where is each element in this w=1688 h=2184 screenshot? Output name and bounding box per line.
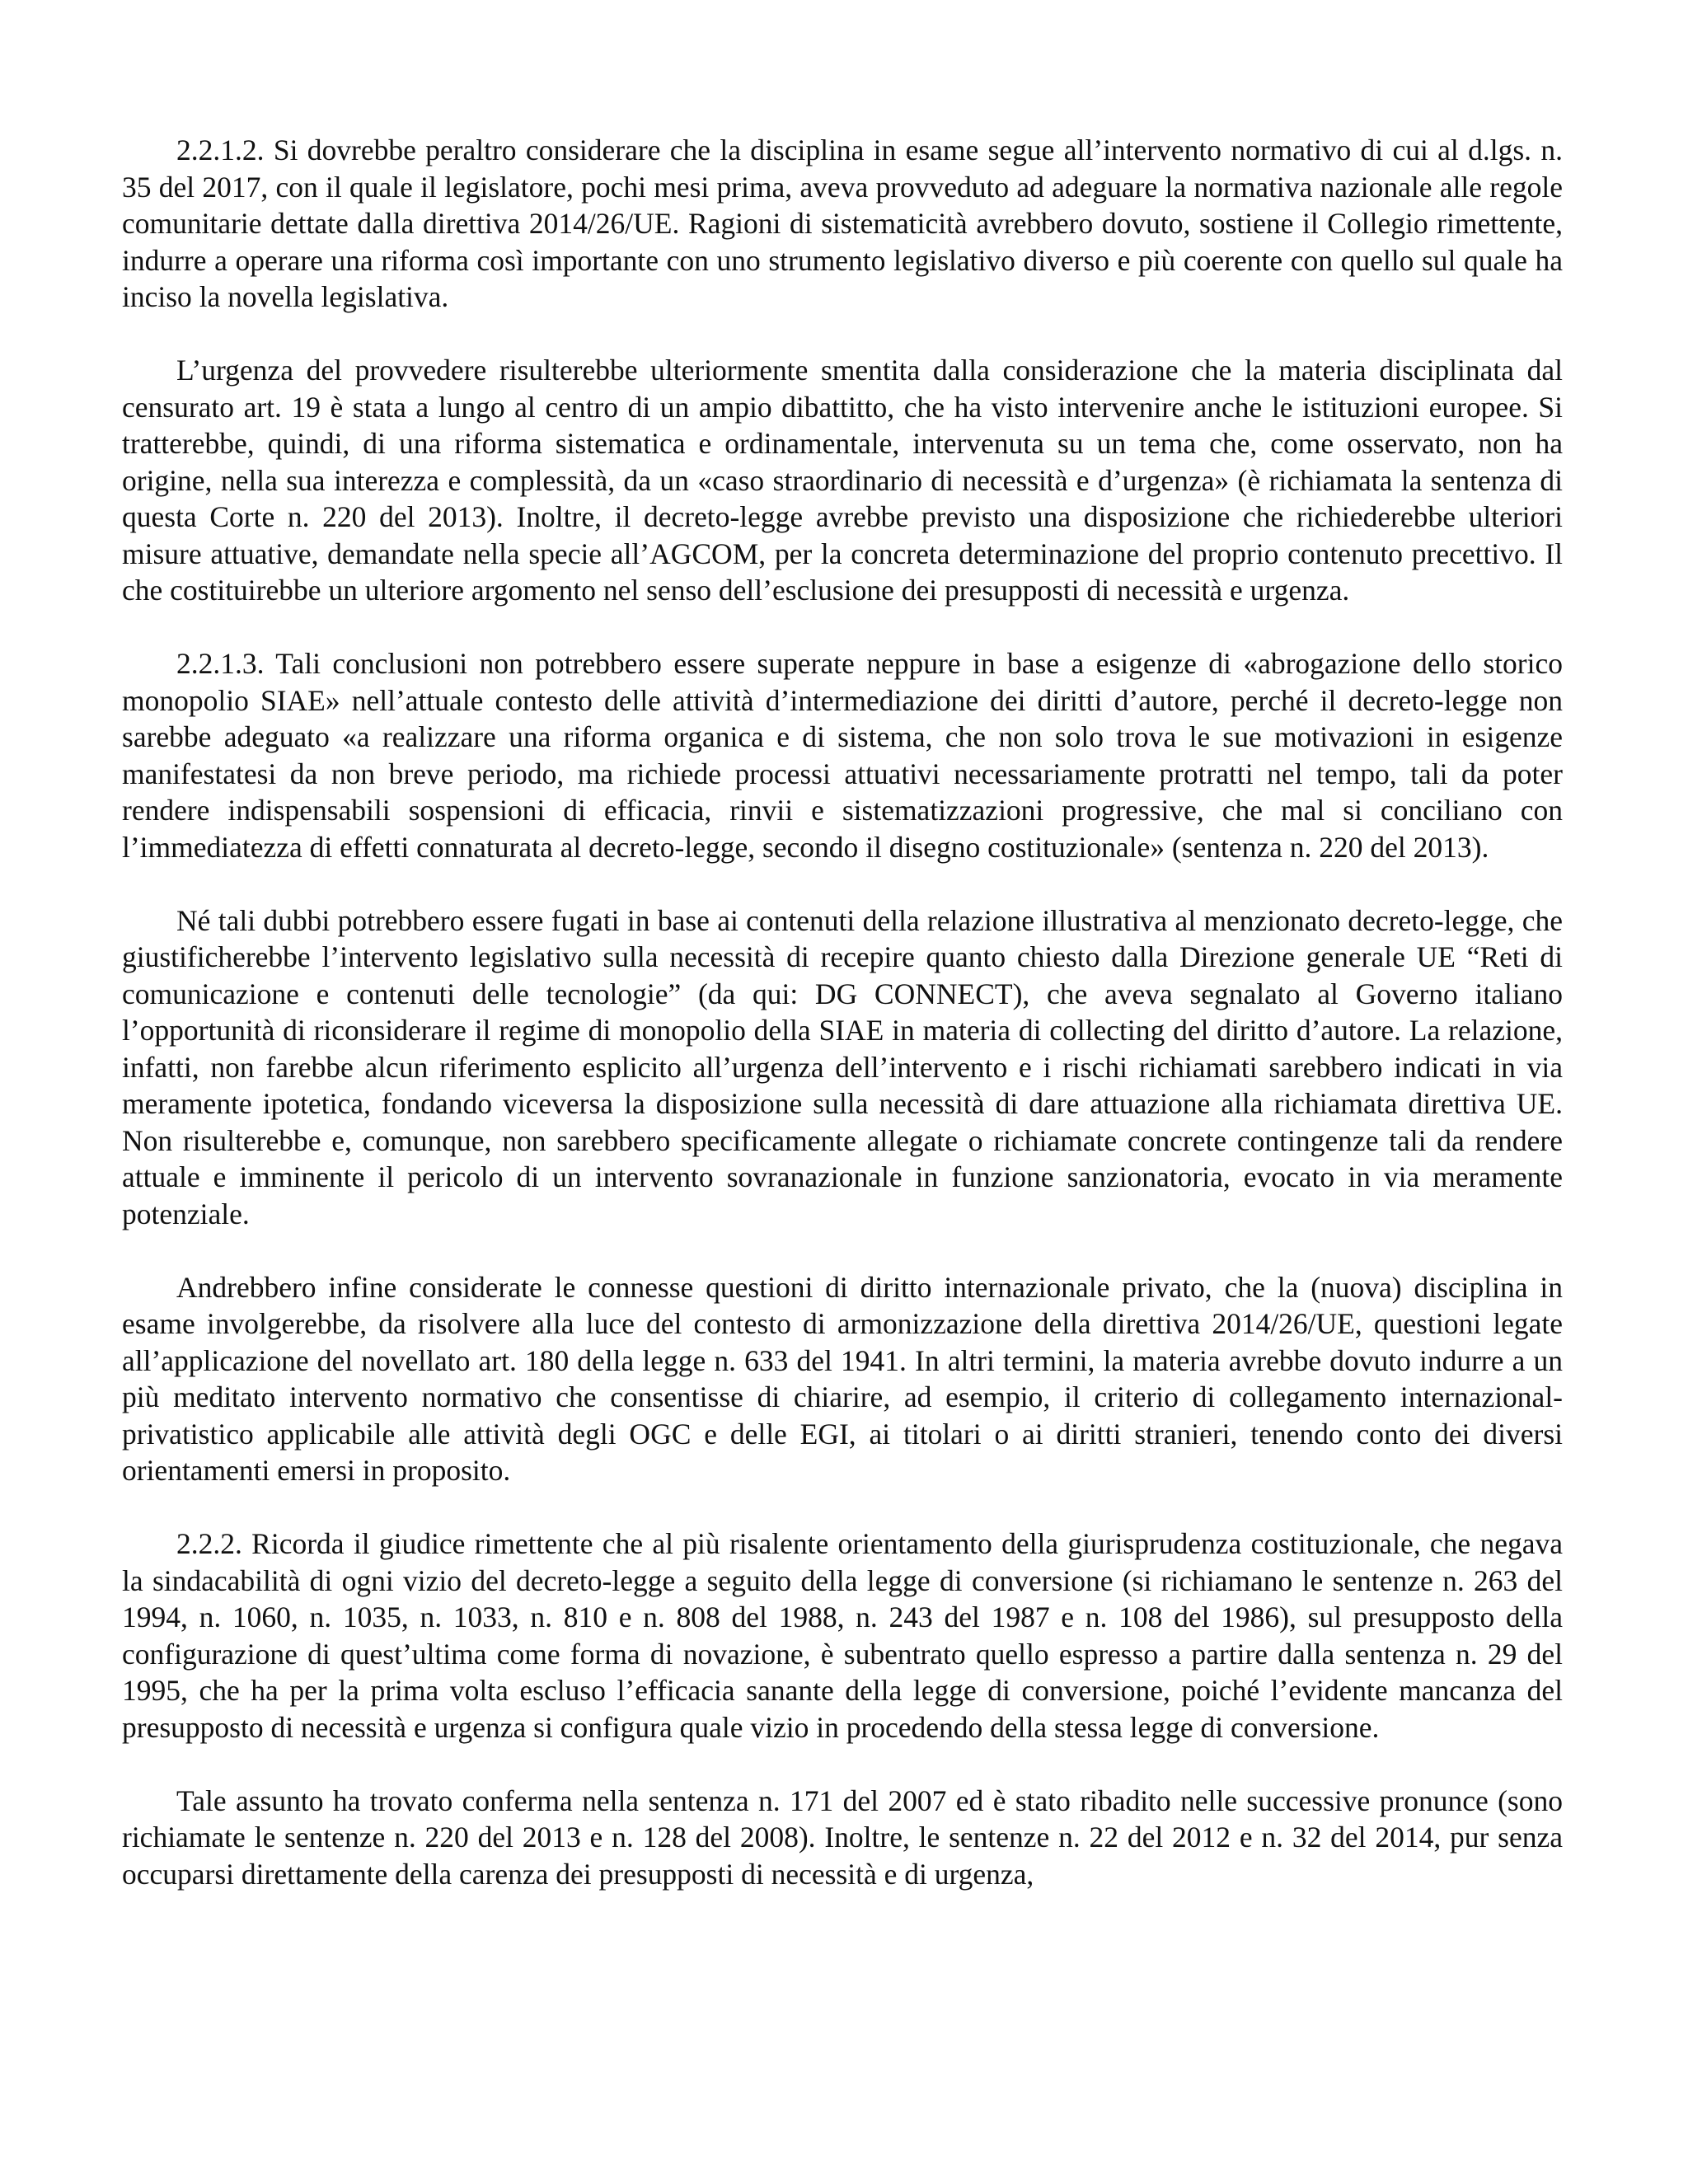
document-body xyxy=(122,132,1563,1892)
paragraph-2-2-1-3: 2.2.1.3. Tali conclusioni non potrebbero essere superate neppure in base a esigenze di «abrogazione dello storico monopolio SIAE» nell’attuale contesto delle attività d’intermediazione dei diritti d’autore, perché il decreto-legge non sarebbe adeguato «a realizzare una riforma organica e di sistema, che non solo trova le sue motivazioni in esigenze manifestatesi da non breve periodo, ma richiede processi attuativi necessariamente protratti nel tempo, tali da poter rendere indispensabili sospensioni di efficacia, rinvii e sistematizzazioni progressive, che mal si conciliano con l’immediatezza di effetti connaturata al decreto-legge, secondo il disegno costituzionale» (sentenza n. 220 del 2013). xyxy=(122,647,1563,864)
paragraph-diritto-internazionale: Andrebbero infine considerate le connesse questioni di diritto internazionale privato, che la (nuova) disciplina in esame involgerebbe, da risolvere alla luce del contesto di armonizzazione della direttiva 2014/26/UE, questioni legate all’applicazione del novellato art. 180 della legge n. 633 del 1941. In altri termini, la materia avrebbe dovuto indurre a un più meditato intervento normativo che consentisse di chiarire, ad esempio, il criterio di collegamento internazional-privatistico applicabile alle attività degli OGC e delle EGI, ai titolari o ai diritti stranieri, tenendo conto dei diversi orientamenti emersi in proposito. xyxy=(122,1270,1563,1487)
paragraph-urgenza: L’urgenza del provvedere risulterebbe ulteriormente smentita dalla considerazione che la materia disciplinata dal censurato art. 19 è stata a lungo al centro di un ampio dibattitto, che ha visto intervenire anche le istituzioni europee. Si tratterebbe, quindi, di una riforma sistematica e ordinamentale, intervenuta su un tema che, come osservato, non ha origine, nella sua interezza e complessità, da un «caso straordinario di necessità e d’urgenza» (è richiamata la sentenza di questa Corte n. 220 del 2013). Inoltre, il decreto-legge avrebbe previsto una disposizione che richiederebbe ulteriori misure attuative, demandate nella specie all’AGCOM, per la concreta determinazione del proprio contenuto precettivo. Il che costituirebbe un ulteriore argomento nel senso dell’esclusione dei presupposti di necessità e urgenza. xyxy=(122,354,1563,607)
paragraph-tale-assunto: Tale assunto ha trovato conferma nella sentenza n. 171 del 2007 ed è stato ribadito nelle successive pronunce (sono richiamate le sentenze n. 220 del 2013 e n. 128 del 2008). Inoltre, le sentenze n. 22 del 2012 e n. 32 del 2014, pur senza occuparsi direttamente della carenza dei presupposti di necessità e di urgenza, xyxy=(122,1783,1563,1891)
paragraph-relazione-illustrativa: Né tali dubbi potrebbero essere fugati in base ai contenuti della relazione illustrativa al menzionato decreto-legge, che giustificherebbe l’intervento legislativo sulla necessità di recepire quanto chiesto dalla Direzione generale UE “Reti di comunicazione e contenuti delle tecnologie” (da qui: DG CONNECT), che aveva segnalato al Governo italiano l’opportunità di riconsiderare il regime di monopolio della SIAE in materia di collecting del diritto d’autore. La relazione, infatti, non farebbe alcun riferimento esplicito all’urgenza dell’intervento e i rischi richiamati sarebbero indicati in via meramente ipotetica, fondando viceversa la disposizione sulla necessità di dare attuazione alla richiamata direttiva UE. Non risulterebbe e, comunque, non sarebbero specificamente allegate o richiamate concrete contingenze tali da rendere attuale e imminente il pericolo di un intervento sovranazionale in funzione sanzionatoria, evocato in via meramente potenziale. xyxy=(122,903,1563,1230)
paragraph-2-2-1-2: 2.2.1.2. Si dovrebbe peraltro considerare che la disciplina in esame segue all’intervento normativo di cui al d.lgs. n. 35 del 2017, con il quale il legislatore, pochi mesi prima, aveva provveduto ad adeguare la normativa nazionale alle regole comunitarie dettate dalla direttiva 2014/26/UE. Ragioni di sistematicità avrebbero dovuto, sostiene il Collegio rimettente, indurre a operare una riforma così importante con uno strumento legislativo diverso e più coerente con quello sul quale ha inciso la novella legislativa. xyxy=(122,134,1563,313)
paragraph-2-2-2: 2.2.2. Ricorda il giudice rimettente che al più risalente orientamento della giurisprudenza costituzionale, che negava la sindacabilità di ogni vizio del decreto-legge a seguito della legge di conversione (si richiamano le sentenze n. 263 del 1994, n. 1060, n. 1035, n. 1033, n. 810 e n. 808 del 1988, n. 243 del 1987 e n. 108 del 1986), sul presupposto della configurazione di quest’ultima come forma di novazione, è subentrato quello espresso a partire dalla sentenza n. 29 del 1995, che ha per la prima volta escluso l’efficacia sanante della legge di conversione, poiché l’evidente mancanza del presupposto di necessità e urgenza si configura quale vizio in procedendo della stessa legge di conversione. xyxy=(122,1527,1563,1744)
